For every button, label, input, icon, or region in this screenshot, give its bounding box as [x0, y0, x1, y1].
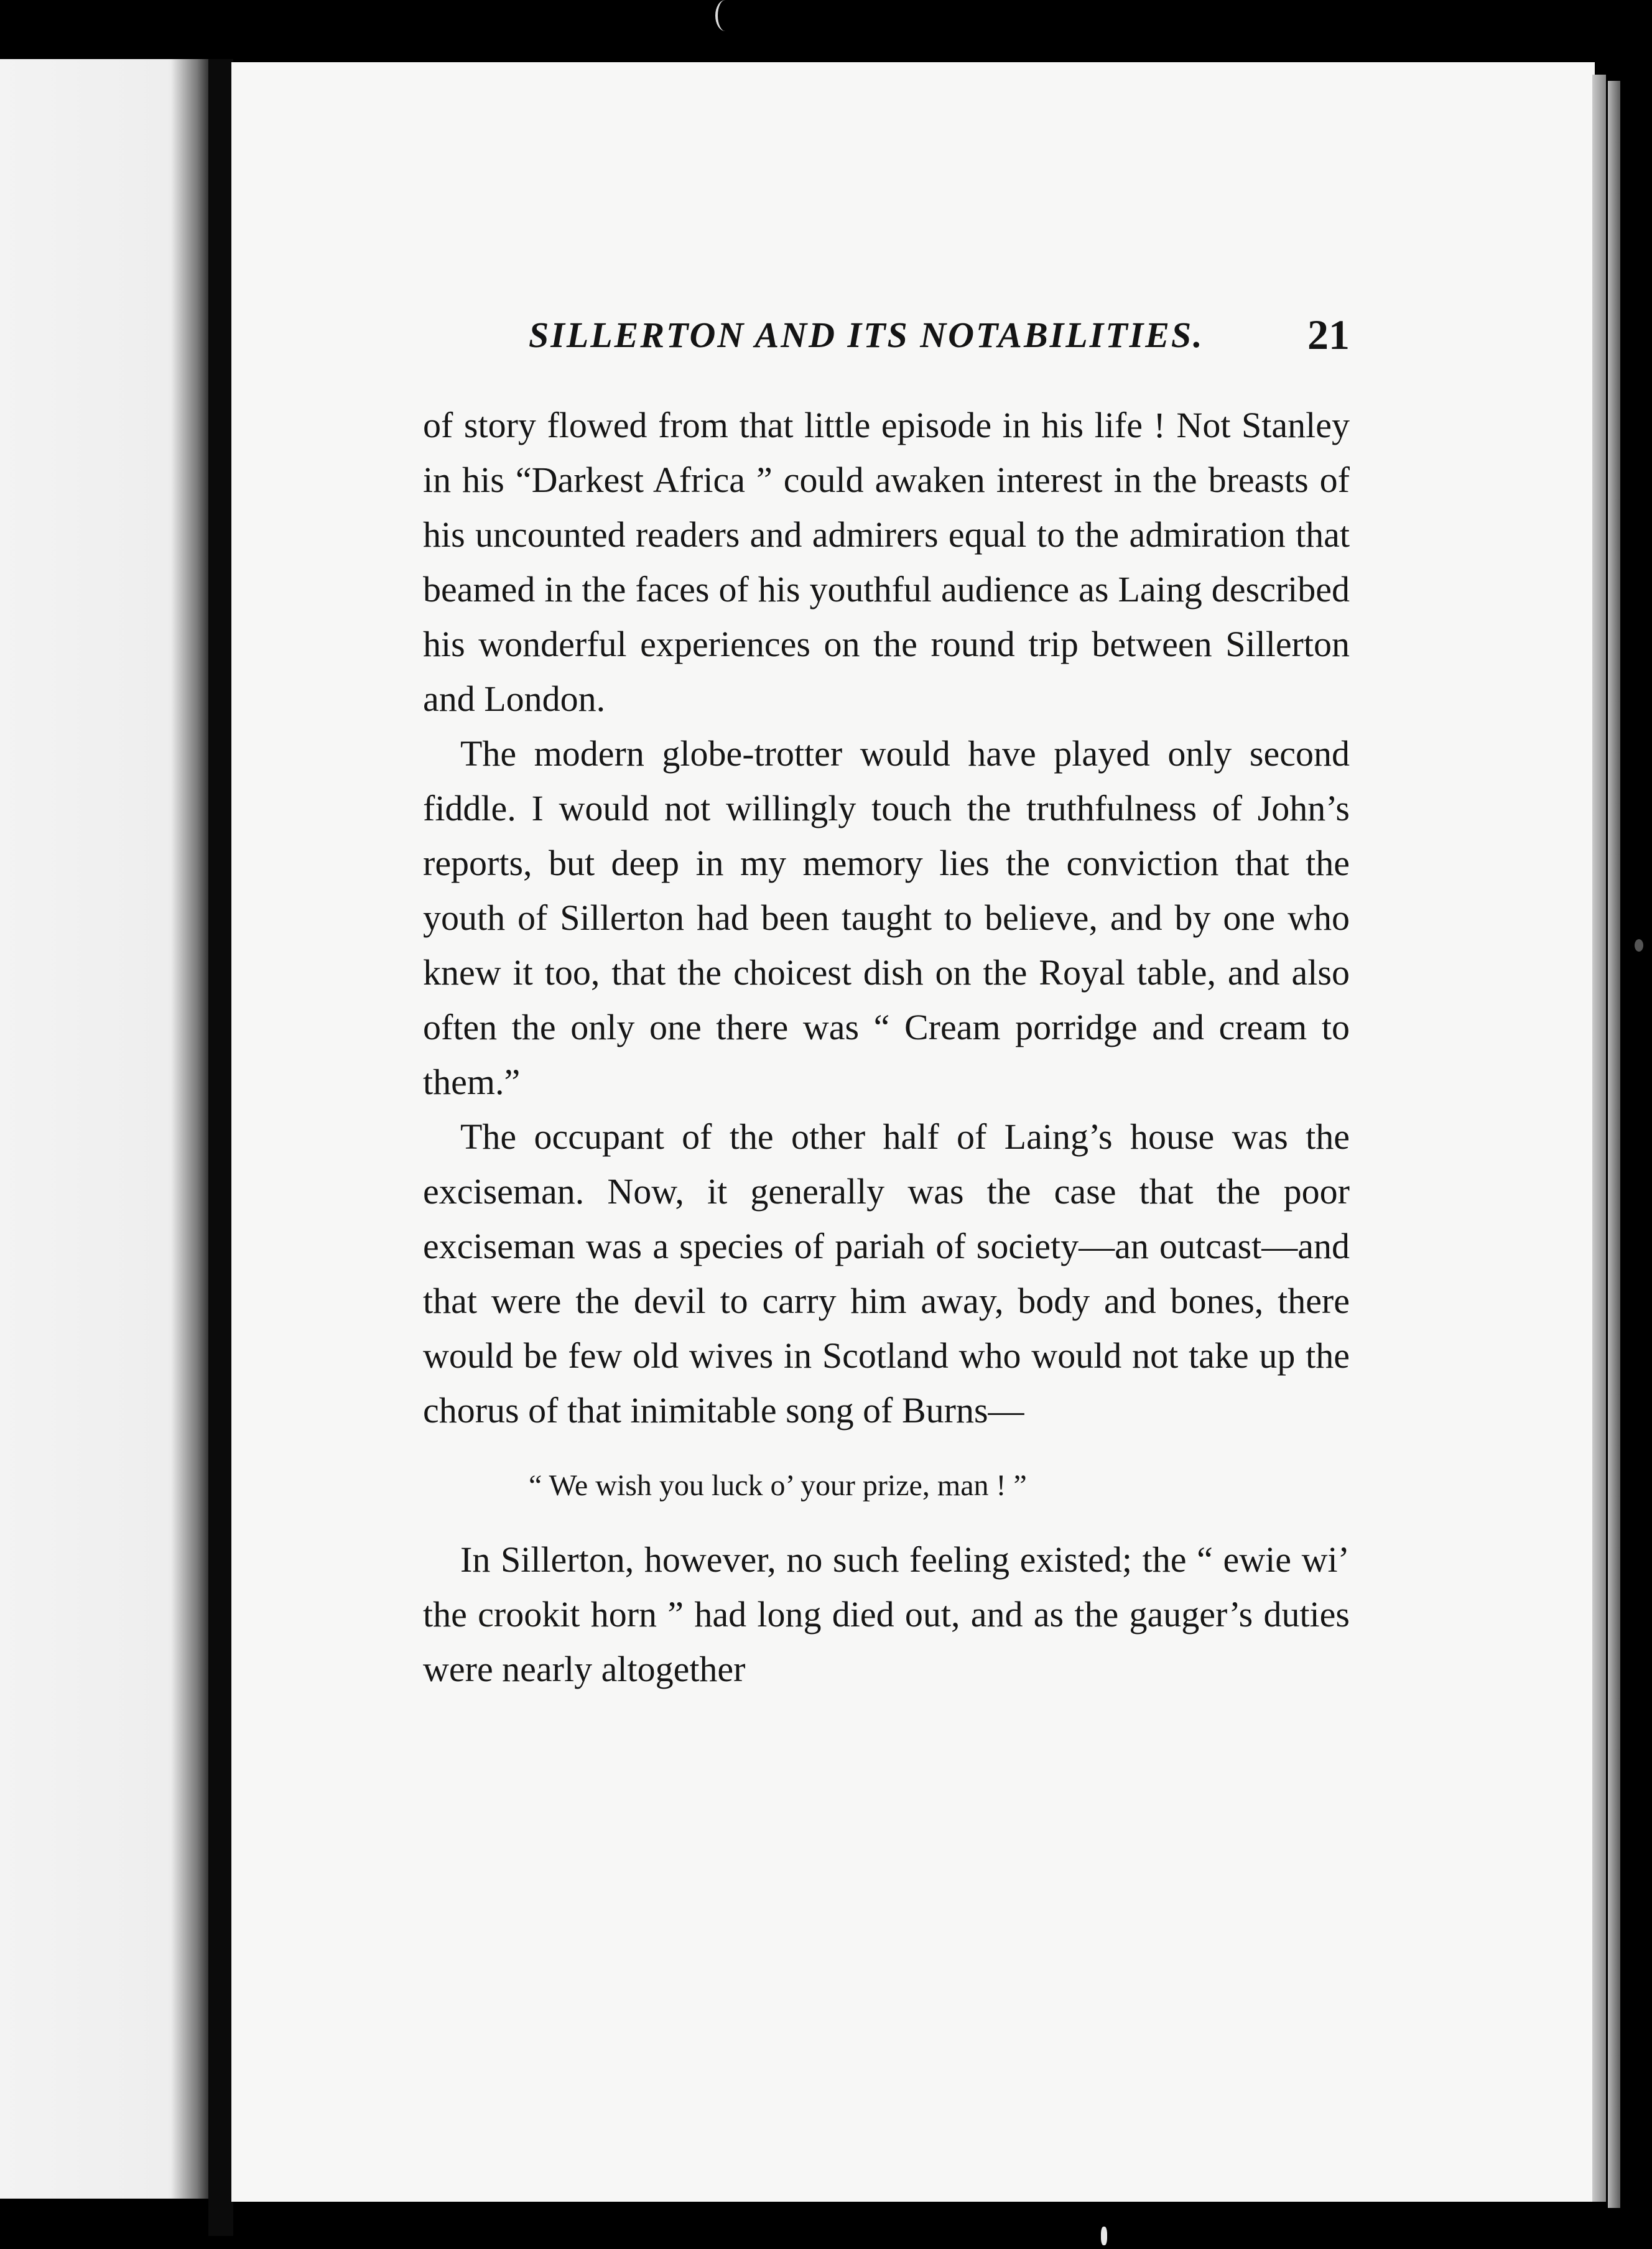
- scan-artifact-mark: [715, 0, 735, 31]
- page-stack-edge: [1592, 75, 1606, 2202]
- paragraph: In Sillerton, however, no such feeling existed; the “ ewie wi’ the crookit horn ” had long died out, and as the gauger’s duties were nearly altogether: [423, 1539, 1350, 1689]
- scan-artifact-dot: [1635, 939, 1643, 952]
- running-title: SILLERTON AND ITS NOTABILITIES.: [529, 315, 1204, 355]
- page-stack-edge-outer: [1608, 81, 1620, 2208]
- paragraph: The modern globe-trotter would have played only second fiddle. I would not willingly touch the truthfulness of John’s reports, but deep in my memory lies the conviction that the youth of Sillerton had been taught to believe, and by one who knew it too, that the choicest dish on the Royal table, and also often the only one there was “ Cream porridge and cream to them.”: [423, 733, 1350, 1102]
- paragraph-continued: of story flowed from that little episode in his life ! Not Stanley in his “Darkest Africa ” could awaken interest in the breasts of his uncounted readers and admirers equal to the admiration that beamed in the faces of his youthful audience as Laing described his wonderful experiences on the round trip between Sillerton and London.: [423, 405, 1350, 719]
- scan-artifact-mark-bottom: [1101, 2227, 1107, 2245]
- book-gutter: [208, 59, 233, 2236]
- page-body: [423, 398, 1350, 1697]
- running-header: [529, 311, 1350, 364]
- page-number: 21: [1307, 311, 1350, 358]
- verse-quotation: “ We wish you luck o’ your prize, man ! ”: [529, 1469, 1027, 1502]
- paragraph: The occupant of the other half of Laing’s house was the exciseman. Now, it generally was the case that the poor exciseman was a species of pariah of society—an outcast—and that were the devil to carry him away, body and bones, there would be few old wives in Scotland who would not take up the chorus of that inimitable song of Burns—: [423, 1116, 1350, 1431]
